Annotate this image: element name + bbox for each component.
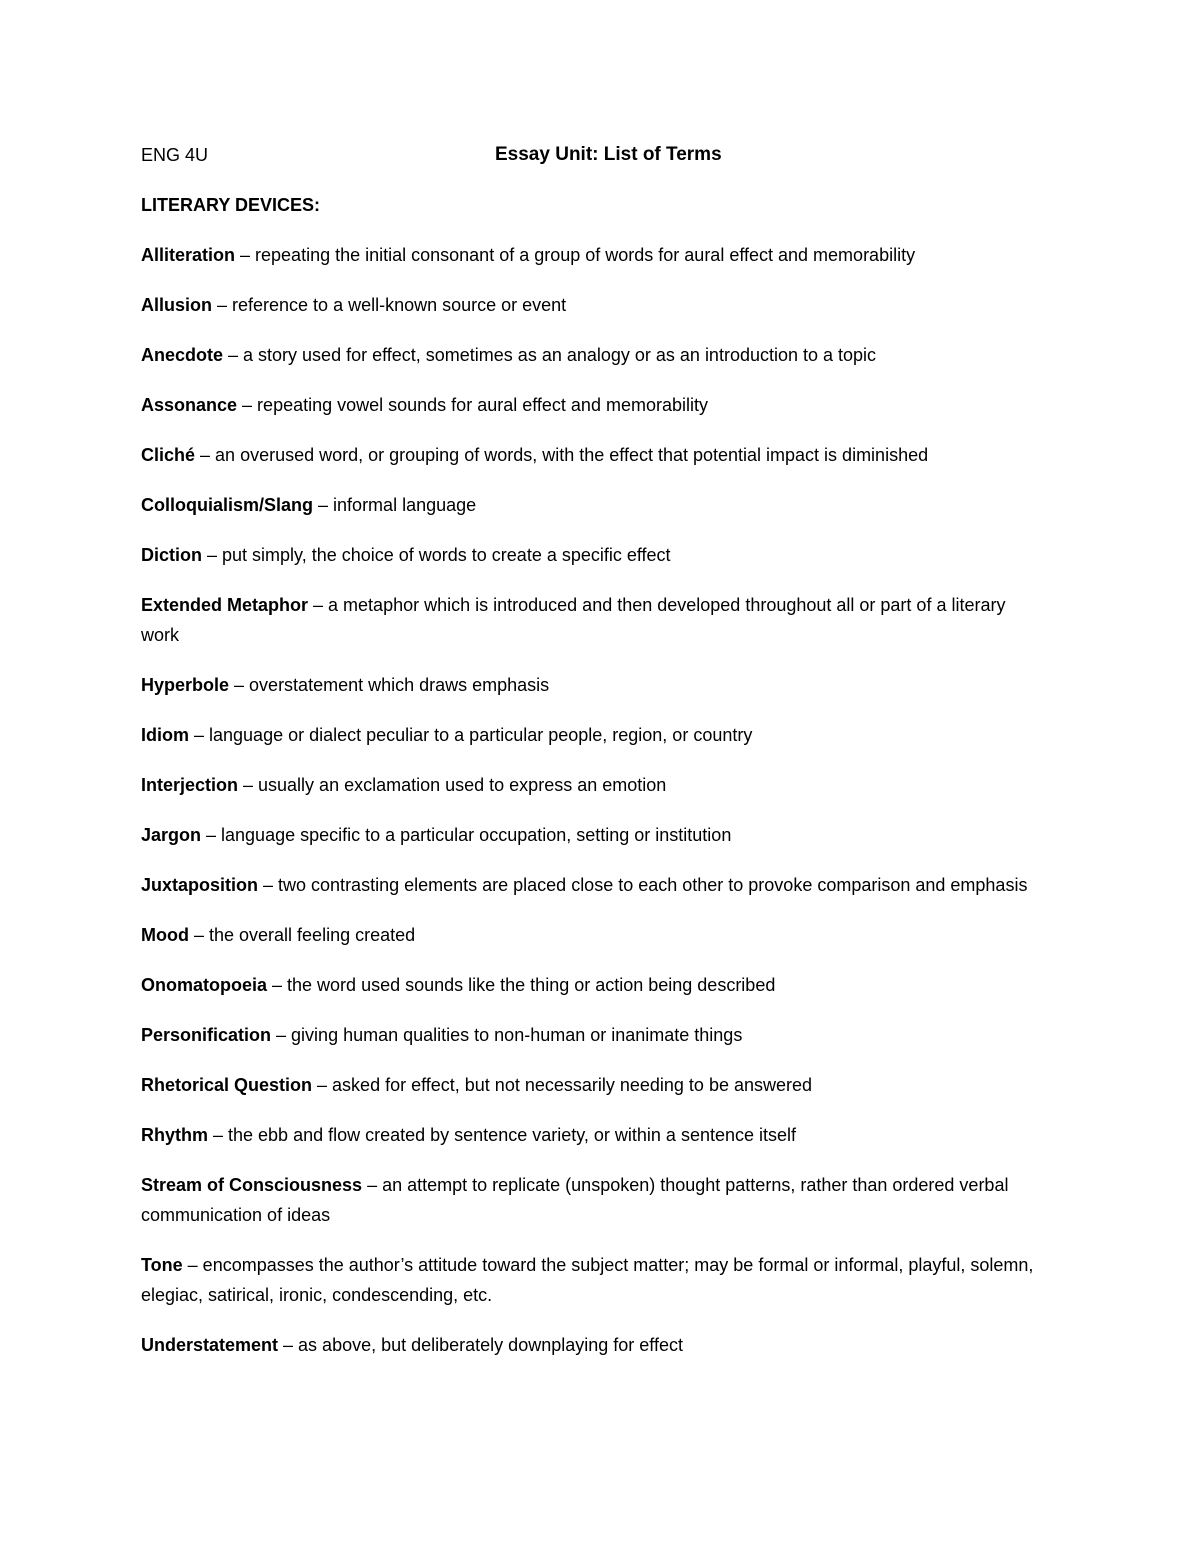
term-word: Rhythm bbox=[141, 1125, 208, 1145]
term-entry bbox=[141, 920, 1041, 950]
term-entry bbox=[141, 720, 1041, 750]
term-definition: – two contrasting elements are placed close to each other to provoke comparison and emphasis bbox=[258, 875, 1028, 895]
term-definition: – the word used sounds like the thing or action being described bbox=[267, 975, 776, 995]
term-word: Tone bbox=[141, 1255, 183, 1275]
course-code: ENG 4U bbox=[141, 145, 209, 165]
term-definition: – an overused word, or grouping of words, with the effect that potential impact is diminished bbox=[195, 445, 929, 465]
term-word: Diction bbox=[141, 545, 202, 565]
term-word: Alliteration bbox=[141, 245, 236, 265]
term-word: Onomatopoeia bbox=[141, 975, 268, 995]
term-entry bbox=[141, 970, 1041, 1000]
term-definition: – overstatement which draws emphasis bbox=[229, 675, 550, 695]
term-definition: – an attempt to replicate (unspoken) thought patterns, rather than ordered verbal communication of ideas bbox=[141, 1175, 1009, 1225]
term-word: Jargon bbox=[141, 825, 202, 845]
document-header bbox=[141, 140, 1041, 170]
term-definition: – language or dialect peculiar to a particular people, region, or country bbox=[189, 725, 753, 745]
term-word: Interjection bbox=[141, 775, 239, 795]
term-word: Assonance bbox=[141, 395, 238, 415]
term-word: Juxtaposition bbox=[141, 875, 259, 895]
term-word: Allusion bbox=[141, 295, 212, 315]
term-entry bbox=[141, 490, 1041, 520]
term-word: Mood bbox=[141, 925, 189, 945]
term-definition: – as above, but deliberately downplaying for effect bbox=[278, 1335, 683, 1355]
term-entry bbox=[141, 870, 1041, 900]
term-entry bbox=[141, 290, 1041, 320]
term-word: Rhetorical Question bbox=[141, 1075, 313, 1095]
term-definition: – usually an exclamation used to express an emotion bbox=[238, 775, 667, 795]
term-word: Understatement bbox=[141, 1335, 279, 1355]
term-definition: – put simply, the choice of words to create a specific effect bbox=[202, 545, 671, 565]
term-word: Cliché bbox=[141, 445, 196, 465]
term-word: Hyperbole bbox=[141, 675, 230, 695]
term-definition: – repeating the initial consonant of a group of words for aural effect and memorability bbox=[235, 245, 916, 265]
term-definition: – repeating vowel sounds for aural effect and memorability bbox=[237, 395, 708, 415]
terms-list bbox=[141, 240, 1041, 1360]
term-word: Stream of Consciousness bbox=[141, 1175, 363, 1195]
term-word: Anecdote bbox=[141, 345, 224, 365]
term-definition: – a story used for effect, sometimes as an analogy or as an introduction to a topic bbox=[223, 345, 877, 365]
term-entry bbox=[141, 770, 1041, 800]
page-title: Essay Unit: List of Terms bbox=[495, 144, 722, 165]
term-definition: – informal language bbox=[313, 495, 477, 515]
term-word: Idiom bbox=[141, 725, 189, 745]
term-word: Extended Metaphor bbox=[141, 595, 309, 615]
term-entry bbox=[141, 1070, 1041, 1100]
document-content bbox=[141, 140, 1041, 1360]
term-entry bbox=[141, 820, 1041, 850]
term-definition: – a metaphor which is introduced and then developed throughout all or part of a literary work bbox=[141, 595, 1006, 645]
term-entry bbox=[141, 1120, 1041, 1150]
term-definition: – the overall feeling created bbox=[188, 925, 416, 945]
term-definition: – language specific to a particular occupation, setting or institution bbox=[201, 825, 732, 845]
term-entry bbox=[141, 540, 1041, 570]
term-definition: – reference to a well-known source or event bbox=[212, 295, 567, 315]
term-entry bbox=[141, 240, 1041, 270]
term-definition: – giving human qualities to non-human or inanimate things bbox=[271, 1025, 743, 1045]
term-entry bbox=[141, 440, 1041, 470]
term-entry bbox=[141, 670, 1041, 700]
section-heading: LITERARY DEVICES: bbox=[141, 195, 321, 215]
term-entry bbox=[141, 1020, 1041, 1050]
term-entry bbox=[141, 1170, 1041, 1230]
term-word: Colloquialism/Slang bbox=[141, 495, 314, 515]
term-word: Personification bbox=[141, 1025, 272, 1045]
term-entry bbox=[141, 340, 1041, 370]
term-entry bbox=[141, 390, 1041, 420]
term-entry bbox=[141, 590, 1041, 650]
term-definition: – encompasses the author’s attitude toward the subject matter; may be formal or informal, playful, solemn, elegiac, satirical, ironic, condescending, etc. bbox=[141, 1255, 1034, 1305]
term-definition: – the ebb and flow created by sentence variety, or within a sentence itself bbox=[208, 1125, 797, 1145]
term-entry bbox=[141, 1250, 1041, 1310]
term-definition: – asked for effect, but not necessarily needing to be answered bbox=[312, 1075, 813, 1095]
term-entry bbox=[141, 1330, 1041, 1360]
